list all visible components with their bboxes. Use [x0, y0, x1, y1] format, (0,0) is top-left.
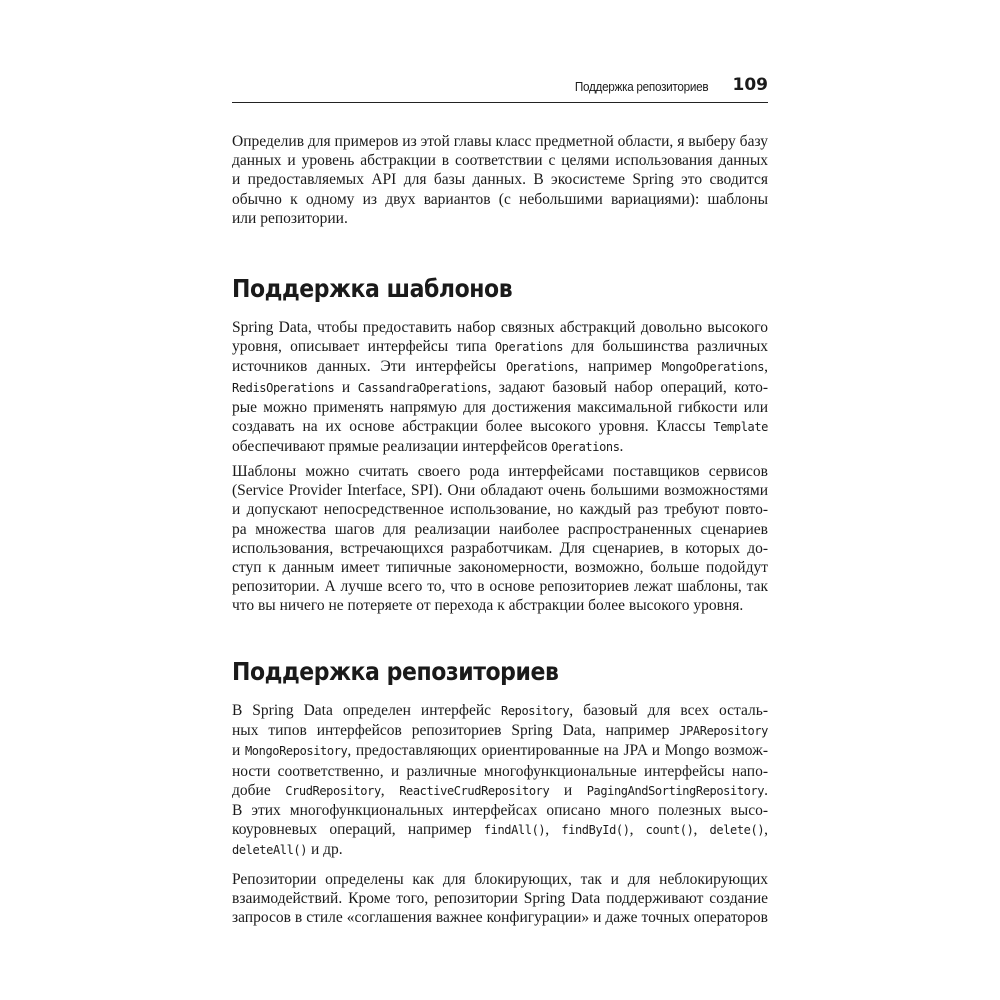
text-line: и предоставляемых API для базы данных. В экосистеме Spring это сводится: [232, 171, 768, 189]
text-line: [232, 741, 768, 761]
text-segment: ,: [693, 821, 710, 839]
inline-code: CassandraOperations: [357, 380, 488, 395]
text-line: ра множества шагов для реализации наиболее распространенных сценариев: [232, 520, 768, 538]
text-line: Spring Data, чтобы предоставить набор связных абстракций довольно высокого: [232, 319, 768, 336]
inline-code: MongoOperations: [661, 360, 765, 375]
text-segment: ,: [764, 821, 769, 839]
text-line: данных и уровень абстракции в соответствии с целями использования данных: [232, 152, 768, 170]
inline-code: Operations: [494, 340, 564, 355]
inline-code: findAll(): [483, 823, 546, 838]
text-line: [232, 721, 768, 741]
inline-code: Template: [713, 420, 768, 435]
text-segment: .: [619, 438, 624, 456]
text-line: запросов в стиле «соглашения важнее конфигурации» и даже точных операторов: [232, 909, 768, 927]
repositories-paragraph-1: [232, 701, 768, 861]
text-line: [232, 437, 768, 457]
section-heading-repositories: Поддержка репозиториев: [232, 657, 559, 686]
text-segment: для большинства различных: [563, 338, 768, 356]
text-segment: уровня, описывает интерфейсы типа: [232, 338, 495, 356]
text-line: ности соответственно, и различные многофункциональные интерфейсы напо-: [232, 762, 768, 780]
running-header: [232, 72, 768, 103]
text-segment: , предоставляющих ориентированные на JPA и Mongo возмож-: [347, 742, 769, 760]
inline-code: ReactiveCrudRepository: [399, 783, 550, 798]
text-segment: и: [334, 378, 358, 396]
text-segment: , базовый для всех осталь-: [569, 702, 768, 719]
inline-code: delete(): [709, 823, 765, 838]
text-line: использования, встречающихся разработчикам. Для сценариев, в которых до-: [232, 539, 768, 557]
text-line: Репозитории определены как для блокирующих, так и для неблокирующих: [232, 871, 768, 888]
section-heading-templates: Поддержка шаблонов: [232, 274, 513, 303]
text-segment: .: [764, 781, 769, 799]
text-line: [232, 417, 768, 437]
text-segment: , задают базовый набор операций, кото-: [487, 378, 769, 396]
text-line: или репозитории.: [232, 209, 348, 227]
inline-code: deleteAll(): [232, 843, 308, 858]
text-line: репозитории. А лучше всего то, что в основе репозиториев лежат шаблоны, так: [232, 578, 768, 596]
text-line: ступ к данным имеет типичные закономерности, возможно, больше подойдут: [232, 559, 768, 577]
templates-paragraph-1: [232, 318, 768, 457]
text-segment: и: [549, 781, 587, 799]
text-line: [232, 357, 768, 377]
text-line: В этих многофункциональных интерфейсах описано много полезных высо-: [232, 802, 768, 820]
inline-code: PagingAndSortingRepository: [586, 783, 765, 798]
intro-paragraph: [232, 132, 768, 228]
text-line: взаимодействий. Кроме того, репозитории Spring Data поддерживают создание: [232, 890, 768, 908]
text-segment: ных типов интерфейсов репозиториев Spring Data, например: [232, 722, 680, 740]
text-segment: , например: [574, 358, 662, 376]
text-line: [232, 840, 768, 860]
text-segment: и др.: [307, 841, 343, 859]
text-segment: источников данных. Эти интерфейсы: [232, 358, 507, 376]
text-segment: создавать на их основе абстракции более высокого уровня. Классы: [232, 418, 714, 436]
text-line: что вы ничего не потеряете от перехода к абстракции более высокого уровня.: [232, 597, 744, 615]
text-line: Шаблоны можно считать своего рода интерфейсами поставщиков сервисов: [232, 463, 768, 480]
text-line: [232, 337, 768, 357]
inline-code: RedisOperations: [232, 380, 335, 395]
text-segment: и: [232, 742, 245, 760]
inline-code: MongoRepository: [244, 744, 348, 759]
text-line: рые можно применять напрямую для достижения максимальной гибкости или: [232, 398, 768, 416]
inline-code: Repository: [501, 704, 570, 718]
text-line: (Service Provider Interface, SPI). Они обладают очень большими возможностями: [232, 482, 768, 500]
inline-code: count(): [645, 823, 694, 838]
text-segment: ,: [764, 358, 768, 376]
text-segment: В Spring Data определен интерфейс: [232, 702, 501, 719]
inline-code: JPARepository: [679, 724, 768, 739]
text-segment: ,: [380, 781, 400, 799]
inline-code: Operations: [551, 440, 620, 455]
text-segment: коуровневых операций, например: [232, 821, 484, 839]
text-segment: добие: [232, 781, 286, 799]
text-line: [232, 378, 768, 398]
inline-code: Operations: [506, 360, 575, 375]
text-line: обычно к одному из двух вариантов (с небольшими вариациями): шаблоны: [232, 190, 768, 208]
repositories-paragraph-2: [232, 870, 768, 928]
inline-code: findById(): [561, 823, 630, 838]
text-segment: обеспечивают прямые реализации интерфейсов: [232, 438, 552, 456]
templates-paragraph-2: [232, 462, 768, 616]
text-line: [232, 781, 768, 801]
text-line: Определив для примеров из этой главы класс предметной области, я выберу базу: [232, 133, 768, 150]
text-segment: ,: [629, 821, 646, 839]
running-header-title: Поддержка репозиториев: [574, 79, 708, 94]
text-line: [232, 820, 768, 840]
page-number: 109: [732, 75, 768, 95]
text-line: [232, 701, 768, 721]
text-line: и допускают непосредственное использование, но каждый раз требуют повто-: [232, 501, 768, 519]
inline-code: CrudRepository: [285, 783, 381, 798]
text-segment: ,: [545, 821, 562, 839]
